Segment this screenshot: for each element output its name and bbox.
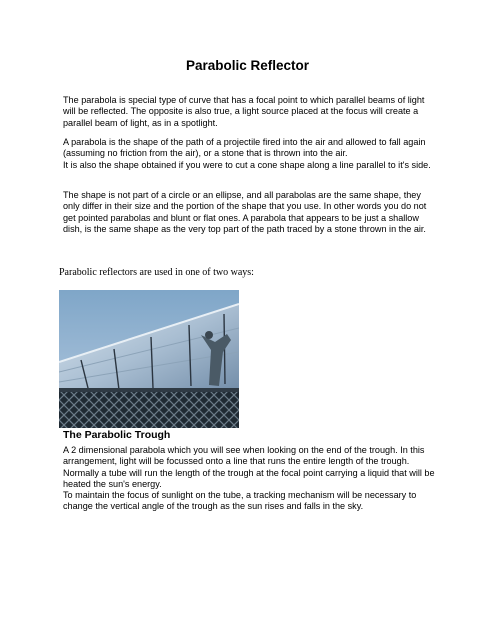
paragraph-projectile-line-a: A parabola is the shape of the path of a projectile fired into the air and allowed to fall again (assuming no friction from the air), or a stone that is thrown into the air.	[63, 137, 426, 159]
paragraph-trough-line-b: To maintain the focus of sunlight on the tube, a tracking mechanism will be necessary to change the vertical angle of the trough as the sun rises and falls in the sky.	[63, 490, 417, 512]
paragraph-focal-point: The parabola is special type of curve that has a focal point to which parallel beams of light will be reflected. The opposite is also true, a light source placed at the focus will create a parallel beam of light, as in a spotlight.	[63, 95, 425, 128]
paragraph-projectile-line-b: It is also the shape obtained if you were to cut a cone shape along a line parallel to it's side.	[63, 159, 431, 170]
paragraph-trough	[63, 445, 441, 513]
page-title: Parabolic Reflector	[185, 58, 310, 73]
section-heading: The Parabolic Trough	[63, 429, 171, 441]
paragraph-projectile	[63, 137, 435, 171]
paragraph-trough-line-a: A 2 dimensional parabola which you will see when looking on the end of the trough. In this arrangement, light will be focussed onto a line that runs the entire length of the trough. Normally a tube will run the length of the trough at the focal point carrying a liquid that will be heated the sun's energy.	[63, 445, 435, 489]
uses-intro: Parabolic reflectors are used in one of two ways:	[59, 267, 254, 278]
paragraph-shape: The shape is not part of a circle or an ellipse, and all parabolas are the same shape, they only differ in their size and the portion of the shape that you use. In other words you do not get pointed parabolas and blunt or flat ones. A parabola that appears to be just a shallow dish, is the same shape as the very top part of the path traced by a stone thrown in the air.	[63, 190, 427, 234]
parabolic-trough-photo	[59, 290, 239, 428]
